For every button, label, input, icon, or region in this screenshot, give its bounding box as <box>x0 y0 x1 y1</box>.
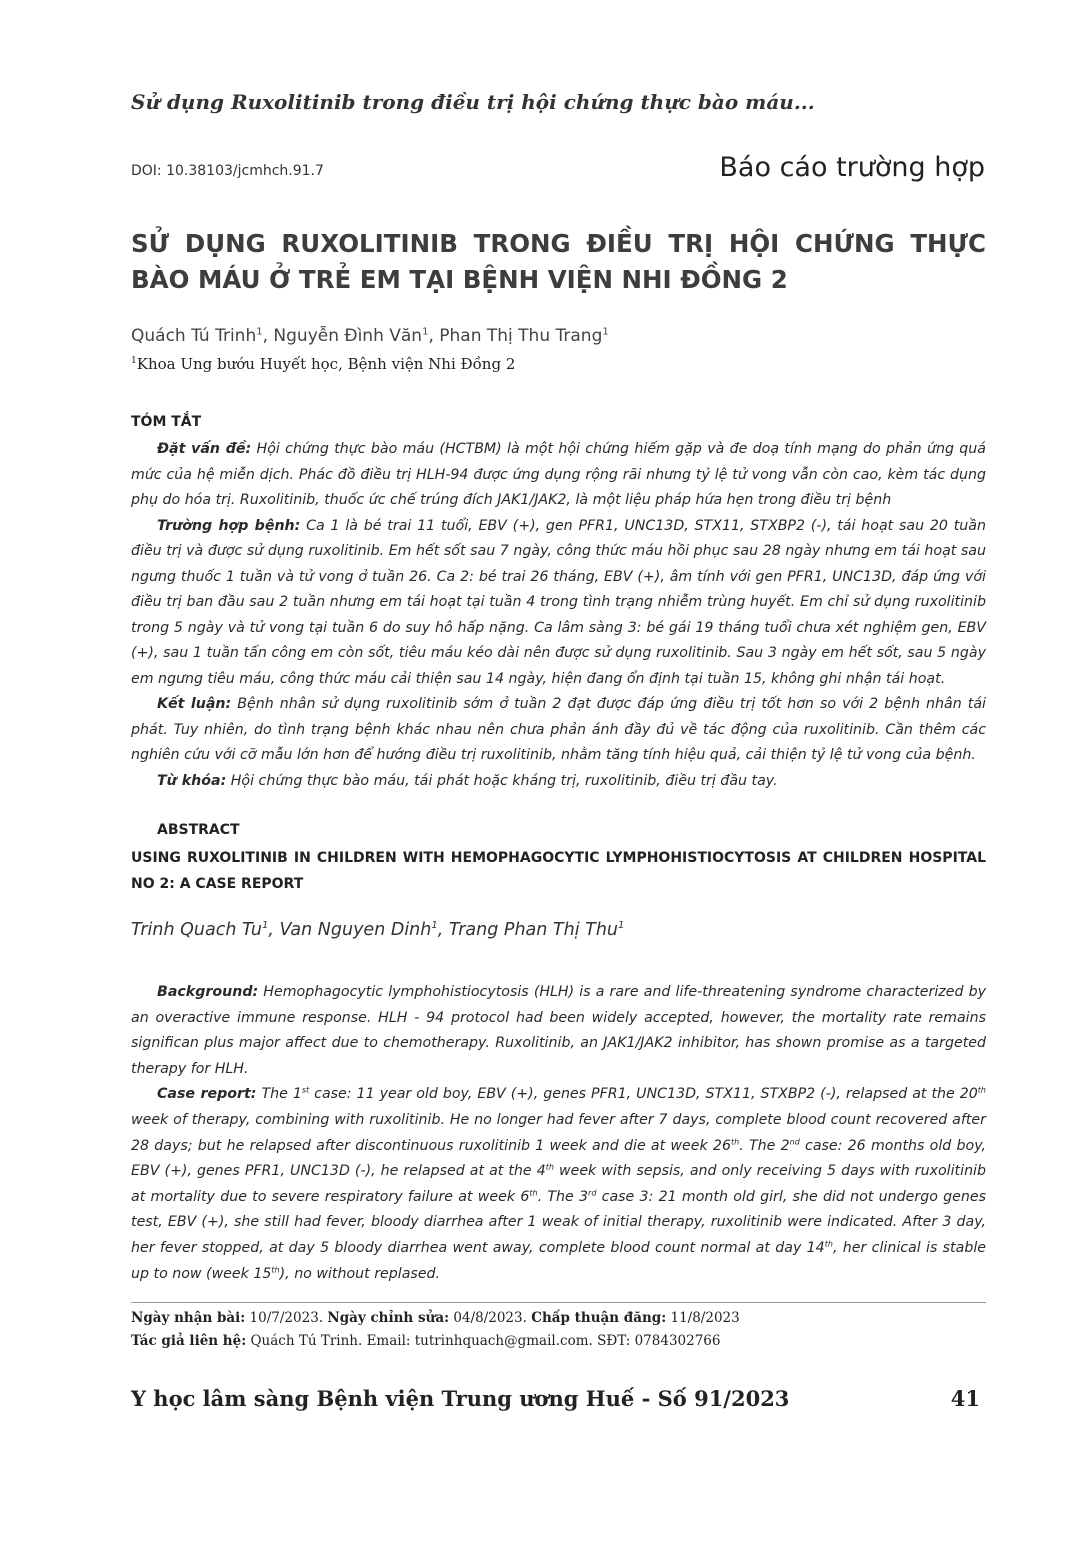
en-author-name: Trang Phan Thị Thu <box>448 920 619 940</box>
paragraph-text: Hemophagocytic lymphohistiocytosis (HLH) is a rare and life-threatening syndrome characterized by an overactive immune response. HLH - 94 protocol had been widely accepted, however, the mortality rate remains significan plus major affect due to chemotherapy. Ruxolitinib, an JAK1/JAK2 inhibitor, has shown promise as a targeted therapy for HLH. <box>131 984 986 1077</box>
ordinal-suffix: th <box>545 1162 554 1172</box>
paragraph-text: week of therapy, combining with ruxolitinib. He no longer had fever after 7 days, complete blood count recovered after 28 days; but he relapsed after discontinuous ruxolitinib 1 week and die at week 26 <box>131 1111 986 1154</box>
date-label: Chấp thuận đăng: <box>531 1310 667 1326</box>
ordinal-suffix: th <box>977 1085 986 1095</box>
en-author-name: Van Nguyen Dinh <box>279 920 432 940</box>
ordinal-suffix: th <box>730 1136 740 1146</box>
paragraph-text: Ca 1 là bé trai 11 tuổi, EBV (+), gen PFR1, UNC13D, STX11, STXBP2 (-), tái hoạt sau 20 tuần điều trị và được sử dụng ruxolitinib. Em hết sốt sau 7 ngày, công thức máu hồi phục sau 28 ngày nhưng em tái hoạt sau ngưng thuốc 1 tuần và tử vong ở tuần 26. Ca 2: bé trai 26 tháng, EBV (+), âm tính với gen PFR1, UNC13D, đáp ứng với điều trị ban đầu sau 2 tuần nhưng em tái hoạt tại tuần 4 trong tình trạng nhiễm trùng huyết. Em chỉ sử dụng ruxolitinib trong 5 ngày và tử vong tại tuần 6 do suy hô hấp nặng. Ca lâm sàng 3: bé gái 19 tháng tuổi chưa xét nghiệm gen, EBV (+), sau 1 tuần tấn công em còn sốt, tiêu máu kéo dài nên được sử dụng ruxolitinib. Sau 3 ngày em hết sốt, sau 5 ngày em ngưng tiêu máu, công thức máu cải thiện sau 14 ngày, hiện đang ổn định tại tuần 15, không ghi nhận tái hoạt. <box>131 517 986 687</box>
paragraph-label: Case report: <box>157 1086 257 1103</box>
ordinal-suffix: st <box>301 1085 310 1095</box>
en-article-title: USING RUXOLITINIB IN CHILDREN WITH HEMOPHAGOCYTIC LYMPHOHISTIOCYTOSIS AT CHILDREN HOSPITAL NO 2: A CASE REPORT <box>131 850 986 892</box>
affiliation-text: Khoa Ung bướu Huyết học, Bệnh viện Nhi Đồng 2 <box>136 355 516 373</box>
en-abstract-paragraph <box>131 980 986 1082</box>
vi-abstract-paragraph <box>131 514 986 693</box>
doi-label: DOI: 10.38103/jcmhch.91.7 <box>131 163 324 179</box>
en-author-list <box>131 920 624 940</box>
paragraph-label: Từ khóa: <box>157 772 227 789</box>
en-author-affil-marker: 1 <box>431 920 438 932</box>
article-type: Báo cáo trường hợp <box>719 152 985 183</box>
running-header: Sử dụng Ruxolitinib trong điều trị hội chứng thực bào máu... <box>131 90 815 114</box>
author-list <box>131 326 609 346</box>
en-abstract-paragraph <box>131 1082 986 1287</box>
author-name: Quách Tú Trinh <box>131 326 257 346</box>
date-label: Ngày chỉnh sửa: <box>327 1310 450 1326</box>
date-value: 11/8/2023 <box>666 1310 740 1326</box>
en-author-separator: , <box>437 920 449 940</box>
article-title: SỬ DỤNG RUXOLITINIB TRONG ĐIỀU TRỊ HỘI CHỨNG THỰC BÀO MÁU Ở TRẺ EM TẠI BỆNH VIỆN NHI ĐỒNG 2 <box>131 229 986 294</box>
footnote-contact <box>131 1333 721 1349</box>
author-name: Phan Thị Thu Trang <box>439 326 603 346</box>
paragraph-text: ), no without replased. <box>279 1265 441 1282</box>
paragraph-text: Hội chứng thực bào máu, tái phát hoặc kháng trị, ruxolitinib, điều trị đầu tay. <box>226 772 778 789</box>
affiliation-marker: 1 <box>131 356 137 366</box>
paragraph-text: case: 11 year old boy, EBV (+), genes PFR1, UNC13D, STX11, STXBP2 (-), relapsed at the 20 <box>309 1086 978 1103</box>
paragraph-text: case: 26 months old boy, EBV (+), genes PFR1, UNC13D (-), he relapsed at at the 4 <box>131 1137 986 1180</box>
contact-label: Tác giả liên hệ: <box>131 1333 247 1349</box>
en-author-name: Trinh Quach Tu <box>131 920 263 940</box>
footnote-divider <box>131 1302 986 1303</box>
vi-abstract-paragraph <box>131 692 986 769</box>
en-abstract <box>131 980 986 1287</box>
page-number: 41 <box>950 1386 980 1411</box>
affiliation <box>131 355 515 373</box>
paragraph-text: week with sepsis, and only receiving 5 days with ruxolitinib at mortality due to severe respiratory failure at week 6 <box>131 1163 987 1205</box>
ordinal-suffix: th <box>271 1264 280 1274</box>
author-name: Nguyễn Đình Văn <box>273 326 423 346</box>
paragraph-label: Background: <box>157 984 259 1000</box>
author-affil-marker: 1 <box>602 326 609 338</box>
contact-value: Quách Tú Trinh. Email: tutrinhquach@gmail.com. SĐT: 0784302766 <box>246 1333 721 1349</box>
paragraph-label: Trường hợp bệnh: <box>157 517 301 534</box>
date-label: Ngày nhận bài: <box>131 1310 246 1326</box>
journal-name: Y học lâm sàng Bệnh viện Trung ương Huế - Số 91/2023 <box>131 1386 790 1411</box>
en-author-affil-marker: 1 <box>618 920 625 932</box>
en-abstract-heading: ABSTRACT <box>157 822 240 838</box>
vi-abstract <box>131 437 986 794</box>
paragraph-text: . The 2 <box>739 1137 790 1154</box>
paragraph-label: Đặt vấn đề: <box>157 441 252 457</box>
paragraph-text: , her clinical is stable up to now (week 15 <box>131 1239 986 1282</box>
author-affil-marker: 1 <box>422 326 429 338</box>
vi-abstract-paragraph <box>131 769 986 795</box>
paragraph-text: Bệnh nhân sử dụng ruxolitinib sớm ở tuần 2 đạt được đáp ứng điều trị tốt hơn so với 2 bệnh nhân tái phát. Tuy nhiên, do tình trạng bệnh khác nhau nên chưa phản ánh đầy đủ về tác động của ruxolitinib. Cần thêm các nghiên cứu với cỡ mẫu lớn hơn để hướng điều trị ruxolitinib, nhằm tăng tính hiệu quả, cải thiện tỷ lệ tử vong của bệnh. <box>131 696 986 763</box>
author-separator: , <box>428 326 440 346</box>
paragraph-text: Hội chứng thực bào máu (HCTBM) là một hội chứng hiếm gặp và đe doạ tính mạng do phản ứng quá mức của hệ miễn dịch. Phác đồ điều trị HLH-94 được ứng dụng rộng rãi nhưng tỷ lệ tử vong vẫn còn cao, kèm tác dụng phụ do hóa trị. Ruxolitinib, thuốc ức chế trúng đích JAK1/JAK2, là một liệu pháp hứa hẹn trong điều trị bệnh <box>131 441 986 508</box>
paragraph-text: . The 3 <box>537 1188 589 1205</box>
author-separator: , <box>262 326 274 346</box>
ordinal-suffix: th <box>824 1239 833 1249</box>
paragraph-text: case 3: 21 month old girl, she did not undergo genes test, EBV (+), she still had fever, bloody diarrhea after 1 weak of initial therapy, ruxolitinib were indicated. After 3 day, her fever stopped, at day 5 bloody diarrhea went away, complete blood count normal at day 14 <box>131 1188 986 1256</box>
ordinal-suffix: th <box>529 1188 538 1198</box>
paragraph-text: The 1 <box>256 1086 302 1103</box>
en-author-separator: , <box>268 920 280 940</box>
author-affil-marker: 1 <box>256 326 263 338</box>
date-value: 10/7/2023. <box>245 1310 328 1326</box>
date-value: 04/8/2023. <box>449 1310 532 1326</box>
footnote-dates <box>131 1310 740 1326</box>
paragraph-label: Kết luận: <box>157 696 232 712</box>
en-author-affil-marker: 1 <box>262 920 269 932</box>
ordinal-suffix: nd <box>789 1136 800 1146</box>
vi-abstract-paragraph <box>131 437 986 514</box>
ordinal-suffix: rd <box>588 1188 597 1198</box>
vi-abstract-heading: TÓM TẮT <box>131 414 202 430</box>
